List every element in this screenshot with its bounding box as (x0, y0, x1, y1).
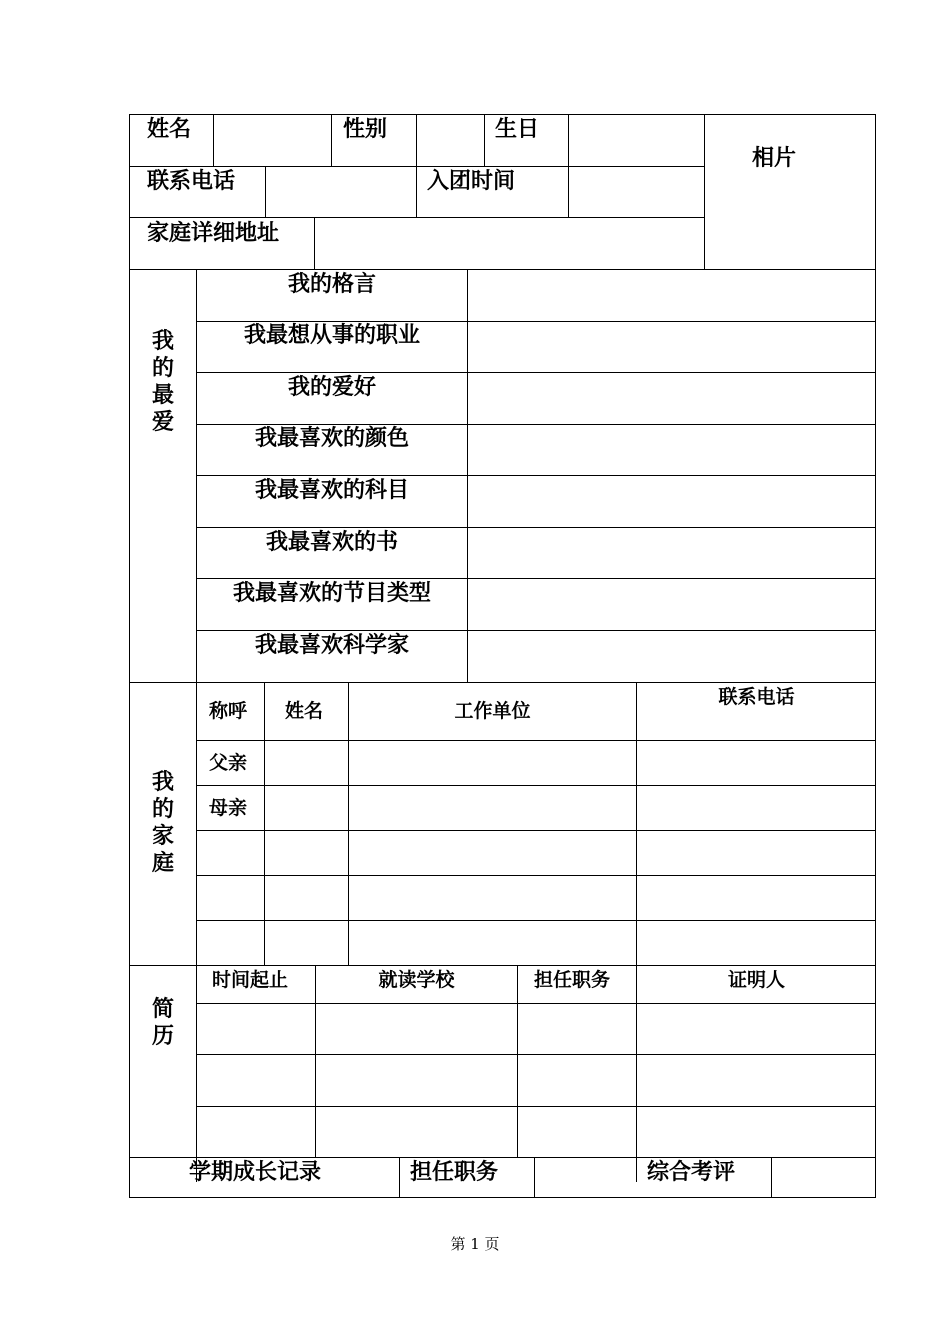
grid-line (196, 424, 876, 425)
bottom-position-label: 担任职务 (410, 1160, 499, 1185)
grid-line (196, 475, 876, 476)
grid-line (196, 1054, 876, 1055)
grid-line (348, 682, 349, 965)
grid-line (534, 1157, 535, 1198)
grid-line (196, 372, 876, 373)
grid-line (129, 269, 876, 270)
resume-section-label: 简 历 (151, 997, 174, 1049)
favorite-color-label: 我最喜欢的颜色 (254, 426, 409, 451)
grid-line (771, 1157, 772, 1198)
favorite-book-label: 我最喜欢的书 (265, 530, 398, 555)
grid-line (196, 785, 876, 786)
phone-label: 联系电话 (147, 169, 236, 194)
grid-line (129, 682, 876, 683)
resume-col-school: 就读学校 (378, 969, 455, 991)
relation-father: 父亲 (209, 752, 248, 774)
motto-label: 我的格言 (287, 272, 376, 297)
grid-line (265, 166, 266, 217)
grid-line (314, 217, 315, 269)
grid-line (704, 114, 705, 269)
resume-col-period: 时间起止 (212, 969, 289, 991)
grid-line (196, 630, 876, 631)
family-col-relation: 称呼 (209, 700, 248, 722)
grid-line (484, 114, 485, 166)
grid-line (129, 1157, 876, 1158)
favorite-program-label: 我最喜欢的节目类型 (232, 581, 431, 606)
grid-line (129, 965, 876, 966)
form-border-top (129, 114, 876, 115)
grid-line (196, 920, 876, 921)
student-record-form (129, 114, 876, 1198)
family-col-workplace: 工作单位 (454, 700, 531, 722)
page-number: 第 1 页 (450, 1235, 500, 1253)
favorites-section-label: 我 的 最 爱 (151, 329, 174, 435)
grid-line (315, 965, 316, 1157)
grid-line (196, 321, 876, 322)
growth-record-label: 学期成长记录 (189, 1160, 322, 1185)
form-border-left (129, 114, 130, 1198)
grid-line (568, 114, 569, 217)
gender-label: 性别 (343, 117, 388, 142)
join-date-label: 入团时间 (427, 169, 516, 194)
birthday-label: 生日 (495, 117, 540, 142)
grid-line (416, 114, 417, 217)
career-label: 我最想从事的职业 (243, 323, 420, 348)
grid-line (399, 1157, 400, 1198)
family-col-phone: 联系电话 (718, 686, 795, 708)
name-label: 姓名 (147, 117, 192, 142)
photo-label: 相片 (752, 146, 797, 171)
resume-col-witness: 证明人 (727, 969, 785, 991)
grid-line (196, 578, 876, 579)
grid-line (196, 830, 876, 831)
grid-line (196, 1003, 876, 1004)
grid-line (331, 114, 332, 166)
grid-line (636, 682, 637, 1182)
favorite-scientist-label: 我最喜欢科学家 (254, 633, 409, 658)
evaluation-label: 综合考评 (647, 1160, 736, 1185)
address-label: 家庭详细地址 (147, 221, 280, 246)
grid-line (129, 217, 704, 218)
form-border-bottom (129, 1197, 876, 1198)
grid-line (196, 1106, 876, 1107)
family-section-label: 我 的 家 庭 (151, 770, 174, 876)
favorite-subject-label: 我最喜欢的科目 (254, 478, 409, 503)
resume-col-position: 担任职务 (534, 969, 611, 991)
family-col-name: 姓名 (285, 700, 324, 722)
grid-line (264, 682, 265, 965)
grid-line (196, 740, 876, 741)
grid-line (196, 875, 876, 876)
grid-line (196, 527, 876, 528)
form-border-right (875, 114, 876, 1198)
grid-line (213, 114, 214, 166)
grid-line (196, 269, 197, 1182)
hobby-label: 我的爱好 (287, 375, 376, 400)
relation-mother: 母亲 (209, 797, 248, 819)
grid-line (517, 965, 518, 1157)
